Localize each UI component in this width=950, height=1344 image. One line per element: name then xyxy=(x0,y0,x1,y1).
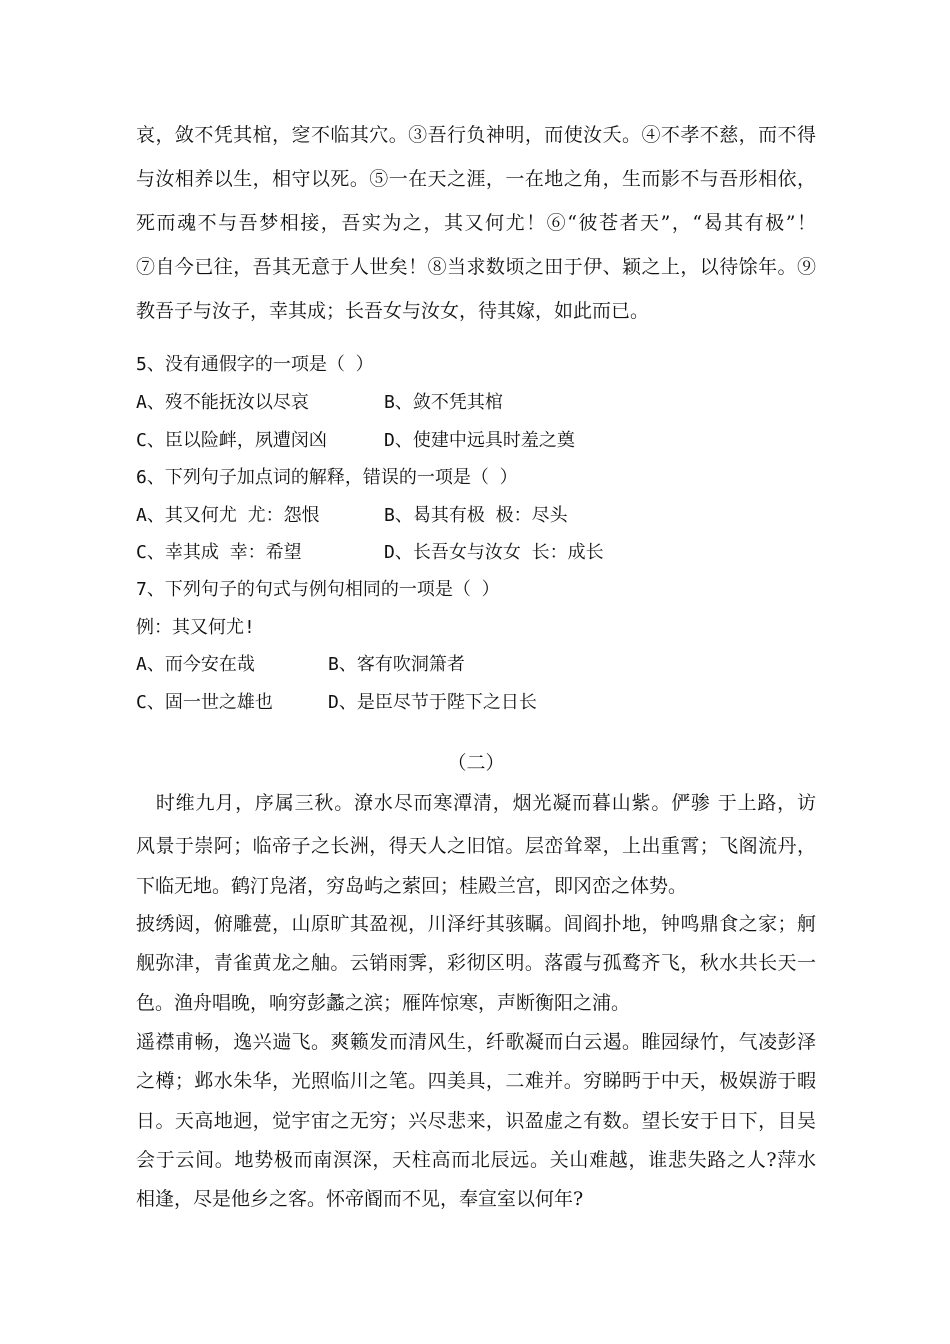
section2-line-10: 会于云间。地势极而南溟深，天柱高而北辰远。关山难越，谁悲失路之人?萍水 xyxy=(136,1149,816,1171)
section2-line-3: 下临无地。鹤汀凫渚，穷岛屿之萦回；桂殿兰宫，即冈峦之体势。 xyxy=(136,875,688,897)
q6-option-d: D、长吾女与汝女 长：成长 xyxy=(384,542,604,563)
passage1-line-2: 与汝相养以生，相守以死。⑤一在天之涯，一在地之角，生而影不与吾形相依， xyxy=(136,168,816,190)
q5-option-d: D、使建中远具时羞之奠 xyxy=(384,430,575,451)
passage1-line-4: ⑦自今已往，吾其无意于人世矣！⑧当求数顷之田于伊、颖之上，以待馀年。⑨ xyxy=(136,256,816,278)
q7-option-d: D、是臣尽节于陛下之日长 xyxy=(328,692,537,713)
section2-line-11: 相逢，尽是他乡之客。怀帝阍而不见，奉宣室以何年? xyxy=(136,1188,584,1210)
q7-option-c: C、固一世之雄也 xyxy=(136,692,273,713)
section2-line-2: 风景于崇阿；临帝子之长洲，得天人之旧馆。层峦耸翠，上出重霄；飞阁流丹， xyxy=(136,835,816,857)
q6-option-a: A、其又何尤 尤：怨恨 xyxy=(136,505,320,526)
q7-question: 7、下列句子的句式与例句相同的一项是（ ） xyxy=(136,579,500,600)
section2-line-7: 遥襟甫畅，逸兴遄飞。爽籁发而清风生，纤歌凝而白云遏。睢园绿竹，气凌彭泽 xyxy=(136,1031,816,1053)
section2-line-8: 之樽；邺水朱华，光照临川之笔。四美具，二难并。穷睇眄于中天，极娱游于暇 xyxy=(136,1070,816,1092)
q5-option-a: A、歿不能抚汝以尽哀 xyxy=(136,392,309,413)
q7-option-b: B、客有吹洞箫者 xyxy=(328,654,465,675)
q5-question: 5、没有通假字的一项是（ ） xyxy=(136,354,374,375)
passage1-line-1: 哀，敛不凭其棺，窆不临其穴。③吾行负神明，而使汝夭。④不孝不慈，而不得 xyxy=(136,124,816,146)
passage1-line-5: 教吾子与汝子，幸其成；长吾女与汝女，待其嫁，如此而已。 xyxy=(136,300,650,322)
q6-question: 6、下列句子加点词的解释，错误的一项是（ ） xyxy=(136,467,518,488)
q5-option-c: C、臣以险衅，夙遭闵凶 xyxy=(136,430,327,451)
q6-option-c: C、幸其成 幸：希望 xyxy=(136,542,302,563)
q5-option-b: B、敛不凭其棺 xyxy=(384,392,503,413)
passage1-line-3: 死而魂不与吾梦相接，吾实为之，其又何尤！⑥“彼苍者天”，“曷其有极”！ xyxy=(136,212,816,234)
section2-line-6: 色。渔舟唱晚，响穷彭蠡之滨；雁阵惊寒，声断衡阳之浦。 xyxy=(136,992,631,1014)
q7-option-a: A、而今安在哉 xyxy=(136,654,255,675)
section2-line-1: 时维九月，序属三秋。潦水尽而寒潭清，烟光凝而暮山紫。俨骖 于上路，访 xyxy=(136,792,816,814)
section2-heading: （二） xyxy=(447,752,505,774)
section2-line-5: 舰弥津，青雀黄龙之舳。云销雨霁，彩彻区明。落霞与孤鹜齐飞，秋水共长天一 xyxy=(136,952,816,974)
section2-line-4: 披绣闼，俯雕甍，山原旷其盈视，川泽纡其骇瞩。闾阎扑地，钟鸣鼎食之家；舸 xyxy=(136,913,816,935)
q7-example: 例：其又何尤! xyxy=(136,617,255,638)
section2-line-9: 日。天高地迥，觉宇宙之无穷；兴尽悲来，识盈虚之有数。望长安于日下，目吴 xyxy=(136,1110,816,1132)
q6-option-b: B、曷其有极 极：尽头 xyxy=(384,505,568,526)
